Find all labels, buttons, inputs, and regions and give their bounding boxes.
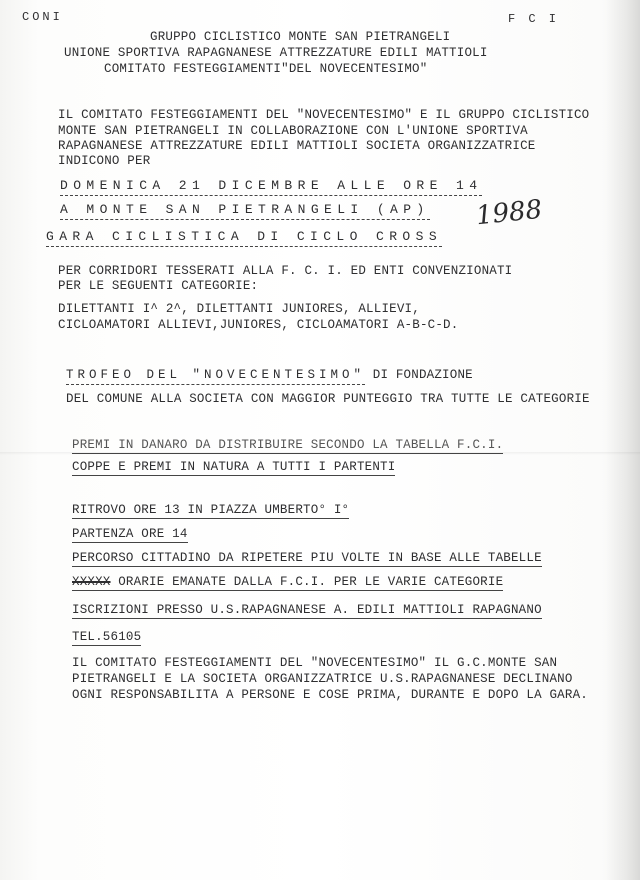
start-time: PARTENZA ORE 14: [72, 527, 188, 541]
disclaimer-line-3: OGNI RESPONSABILITA A PERSONE E COSE PRIMA, DURANTE E DOPO LA GARA.: [72, 688, 588, 702]
course-line-2-rest: ORARIE EMANATE DALLA F.C.I. PER LE VARIE CATEGORIE: [110, 575, 504, 589]
handwritten-year: 1988: [474, 194, 544, 232]
event-date: DOMENICA 21 DICEMBRE ALLE ORE 14: [60, 179, 482, 196]
course-line-1: PERCORSO CITTADINO DA RIPETERE PIU VOLTE IN BASE ALLE TABELLE: [72, 551, 542, 565]
categories-line-2: CICLOAMATORI ALLIEVI,JUNIORES, CICLOAMATORI A-B-C-D.: [58, 318, 459, 332]
meeting-point: RITROVO ORE 13 IN PIAZZA UMBERTO° I°: [72, 503, 350, 517]
disclaimer-line-2: PIETRANGELI E LA SOCIETA ORGANIZZATRICE U.S.RAPAGNANESE DECLINANO: [72, 672, 573, 686]
coni-label: CONI: [22, 10, 63, 24]
event-place: A MONTE SAN PIETRANGELI (AP): [60, 203, 430, 220]
prizes-line-1: PREMI IN DANARO DA DISTRIBUIRE SECONDO LA TABELLA F.C.I.: [72, 438, 504, 452]
trophy-line-2: DEL COMUNE ALLA SOCIETA CON MAGGIOR PUNTEGGIO TRA TUTTE LE CATEGORIE: [66, 392, 590, 406]
trophy-line-1-rest: DI FONDAZIONE: [365, 368, 473, 382]
intro-line-1: IL COMITATO FESTEGGIAMENTI DEL "NOVECENTESIMO" E IL GRUPPO CICLISTICO: [58, 108, 590, 122]
header-line-3: COMITATO FESTEGGIAMENTI"DEL NOVECENTESIMO": [104, 62, 428, 76]
prizes-line-2: COPPE E PREMI IN NATURA A TUTTI I PARTENTI: [72, 460, 396, 474]
fci-label: F C I: [508, 12, 560, 26]
registration: ISCRIZIONI PRESSO U.S.RAPAGNANESE A. EDILI MATTIOLI RAPAGNANO: [72, 603, 542, 617]
race-title: GARA CICLISTICA DI CICLO CROSS: [46, 230, 442, 247]
disclaimer-line-1: IL COMITATO FESTEGGIAMENTI DEL "NOVECENTESIMO" IL G.C.MONTE SAN: [72, 656, 558, 670]
phone-number: TEL.56105: [72, 630, 142, 644]
intro-line-4: INDICONO PER: [58, 154, 151, 168]
riders-line-2: PER LE SEGUENTI CATEGORIE:: [58, 279, 259, 293]
intro-line-3: RAPAGNANESE ATTREZZATURE EDILI MATTIOLI SOCIETA ORGANIZZATRICE: [58, 139, 536, 153]
paper-edge-shadow: [606, 0, 640, 880]
course-line-2: [72, 575, 503, 591]
header-line-1: GRUPPO CICLISTICO MONTE SAN PIETRANGELI: [150, 30, 451, 44]
trophy-line-1: [66, 368, 473, 382]
trophy-title: TROFEO DEL "NOVECENTESIMO": [66, 368, 365, 385]
riders-line-1: PER CORRIDORI TESSERATI ALLA F. C. I. ED ENTI CONVENZIONATI: [58, 264, 513, 278]
categories-line-1: DILETTANTI I^ 2^, DILETTANTI JUNIORES, ALLIEVI,: [58, 302, 420, 316]
struck-out-text: XXXXX: [72, 575, 111, 589]
intro-line-2: MONTE SAN PIETRANGELI IN COLLABORAZIONE CON L'UNIONE SPORTIVA: [58, 124, 528, 138]
header-line-2: UNIONE SPORTIVA RAPAGNANESE ATTREZZATURE EDILI MATTIOLI: [64, 46, 488, 60]
